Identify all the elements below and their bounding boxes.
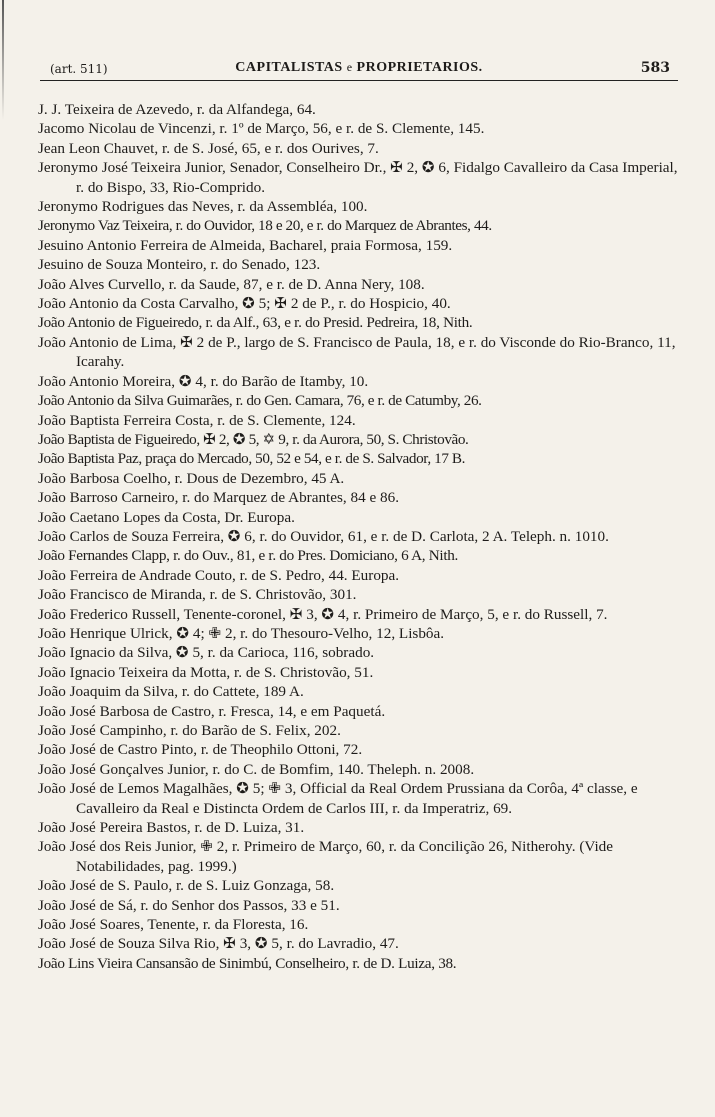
title-part-b: PROPRIETARIOS.	[356, 60, 483, 75]
list-item: João Antonio de Lima, ✠ 2 de P., largo de S. Francisco de Paula, 18, e r. do Visconde do Rio-Branco, 11, Icarahy.	[38, 333, 676, 371]
list-item: João Antonio da Costa Carvalho, ✪ 5; ✠ 2 de P., r. do Hospicio, 40.	[38, 295, 451, 313]
list-item: João Joaquim da Silva, r. do Cattete, 189 A.	[38, 683, 304, 701]
list-item: Jeronymo Vaz Teixeira, r. do Ouvidor, 18 e 20, e r. do Marquez de Abrantes, 44.	[38, 217, 492, 235]
list-item: Jean Leon Chauvet, r. de S. José, 65, e r. dos Ourives, 7.	[38, 139, 379, 157]
list-item: Jacomo Nicolau de Vincenzi, r. 1º de Março, 56, e r. de S. Clemente, 145.	[38, 120, 485, 138]
list-item: J. J. Teixeira de Azevedo, r. da Alfandega, 64.	[38, 101, 316, 118]
list-item: João Ferreira de Andrade Couto, r. de S. Pedro, 44. Europa.	[38, 566, 400, 584]
title-conjunction: e	[346, 60, 353, 74]
entry-list	[38, 100, 680, 973]
list-item: João Fernandes Clapp, r. do Ouv., 81, e r. do Pres. Domiciano, 6 A, Nith.	[38, 547, 459, 565]
list-item: Jesuino Antonio Ferreira de Almeida, Bacharel, praia Formosa, 159.	[38, 236, 453, 254]
list-item: João Ignacio da Silva, ✪ 5, r. da Carioca, 116, sobrado.	[38, 644, 375, 662]
section-reference: (art. 511)	[50, 62, 108, 76]
page-header	[40, 56, 678, 81]
list-item: João Francisco de Miranda, r. de S. Christovão, 301.	[38, 586, 357, 604]
list-item: João Frederico Russell, Tenente-coronel, ✠ 3, ✪ 4, r. Primeiro de Março, 5, e r. do Russell, 7.	[38, 605, 608, 623]
list-item: João José Gonçalves Junior, r. do C. de Bomfim, 140. Theleph. n. 2008.	[38, 760, 475, 778]
list-item: João Baptista Paz, praça do Mercado, 50, 52 e 54, e r. de S. Salvador, 17 B.	[38, 450, 466, 468]
list-item: João José dos Reis Junior, ✙ 2, r. Primeiro de Março, 60, r. da Concilição 26, Nitherohy. (Vide Notabilidades, pag. 1999.)	[38, 838, 614, 875]
list-item: João José Pereira Bastos, r. de D. Luiza, 31.	[38, 819, 305, 837]
list-item: João Henrique Ulrick, ✪ 4; ✙ 2, r. do Thesouro-Velho, 12, Lisbôa.	[38, 624, 445, 642]
list-item: João José Soares, Tenente, r. da Floresta, 16.	[38, 916, 309, 934]
running-title	[40, 60, 678, 76]
page-number: 583	[640, 60, 670, 76]
list-item: João José de S. Paulo, r. de S. Luiz Gonzaga, 58.	[38, 877, 335, 895]
list-item: João José de Sá, r. do Senhor dos Passos, 33 e 51.	[38, 896, 340, 914]
list-item: João José Campinho, r. do Barão de S. Felix, 202.	[38, 722, 341, 739]
list-item: João Lins Vieira Cansansão de Sinimbú, Conselheiro, r. de D. Luiza, 38.	[38, 954, 457, 972]
list-item: Jeronymo José Teixeira Junior, Senador, Conselheiro Dr., ✠ 2, ✪ 6, Fidalgo Cavalleiro da Casa Imperial, r. do Bispo, 33, Rio-Comprido.	[38, 159, 678, 196]
list-item: Jesuino de Souza Monteiro, r. do Senado, 123.	[38, 256, 321, 274]
list-item: João José de Lemos Magalhães, ✪ 5; ✙ 3, Official da Real Ordem Prussiana da Corôa, 4ª classe, e Cavalleiro da Real e Distincta Ordem de Carlos III, r. da Imperatriz, 69.	[38, 780, 638, 817]
list-item: João Baptista Ferreira Costa, r. de S. Clemente, 124.	[38, 411, 356, 429]
list-item: João José de Souza Silva Rio, ✠ 3, ✪ 5, r. do Lavradio, 47.	[38, 935, 399, 953]
page-edge-line	[2, 0, 4, 120]
list-item: João Antonio de Figueiredo, r. da Alf., 63, e r. do Presid. Pedreira, 18, Nith.	[38, 314, 473, 332]
list-item: João Barroso Carneiro, r. do Marquez de Abrantes, 84 e 86.	[38, 489, 400, 507]
list-item: João Barbosa Coelho, r. Dous de Dezembro, 45 A.	[38, 469, 345, 487]
list-item: João Alves Curvello, r. da Saude, 87, e r. de D. Anna Nery, 108.	[38, 275, 425, 293]
list-item: João Baptista de Figueiredo, ✠ 2, ✪ 5, ✡ 9, r. da Aurora, 50, S. Christovão.	[38, 430, 469, 448]
list-item: João Caetano Lopes da Costa, Dr. Europa.	[38, 508, 295, 526]
list-item: João Antonio da Silva Guimarães, r. do Gen. Camara, 76, e r. de Catumby, 26.	[38, 392, 482, 410]
list-item: Jeronymo Rodrigues das Neves, r. da Assembléa, 100.	[38, 198, 368, 216]
list-item: João Carlos de Souza Ferreira, ✪ 6, r. do Ouvidor, 61, e r. de D. Carlota, 2 A. Teleph. n. 1010.	[38, 527, 609, 545]
title-part-a: CAPITALISTAS	[235, 60, 343, 75]
list-item: João Antonio Moreira, ✪ 4, r. do Barão de Itamby, 10.	[38, 372, 369, 390]
list-item: João José Barbosa de Castro, r. Fresca, 14, e em Paquetá.	[38, 702, 386, 720]
list-item: João Ignacio Teixeira da Motta, r. de S. Christovão, 51.	[38, 663, 374, 681]
list-item: João José de Castro Pinto, r. de Theophilo Ottoni, 72.	[38, 741, 363, 759]
